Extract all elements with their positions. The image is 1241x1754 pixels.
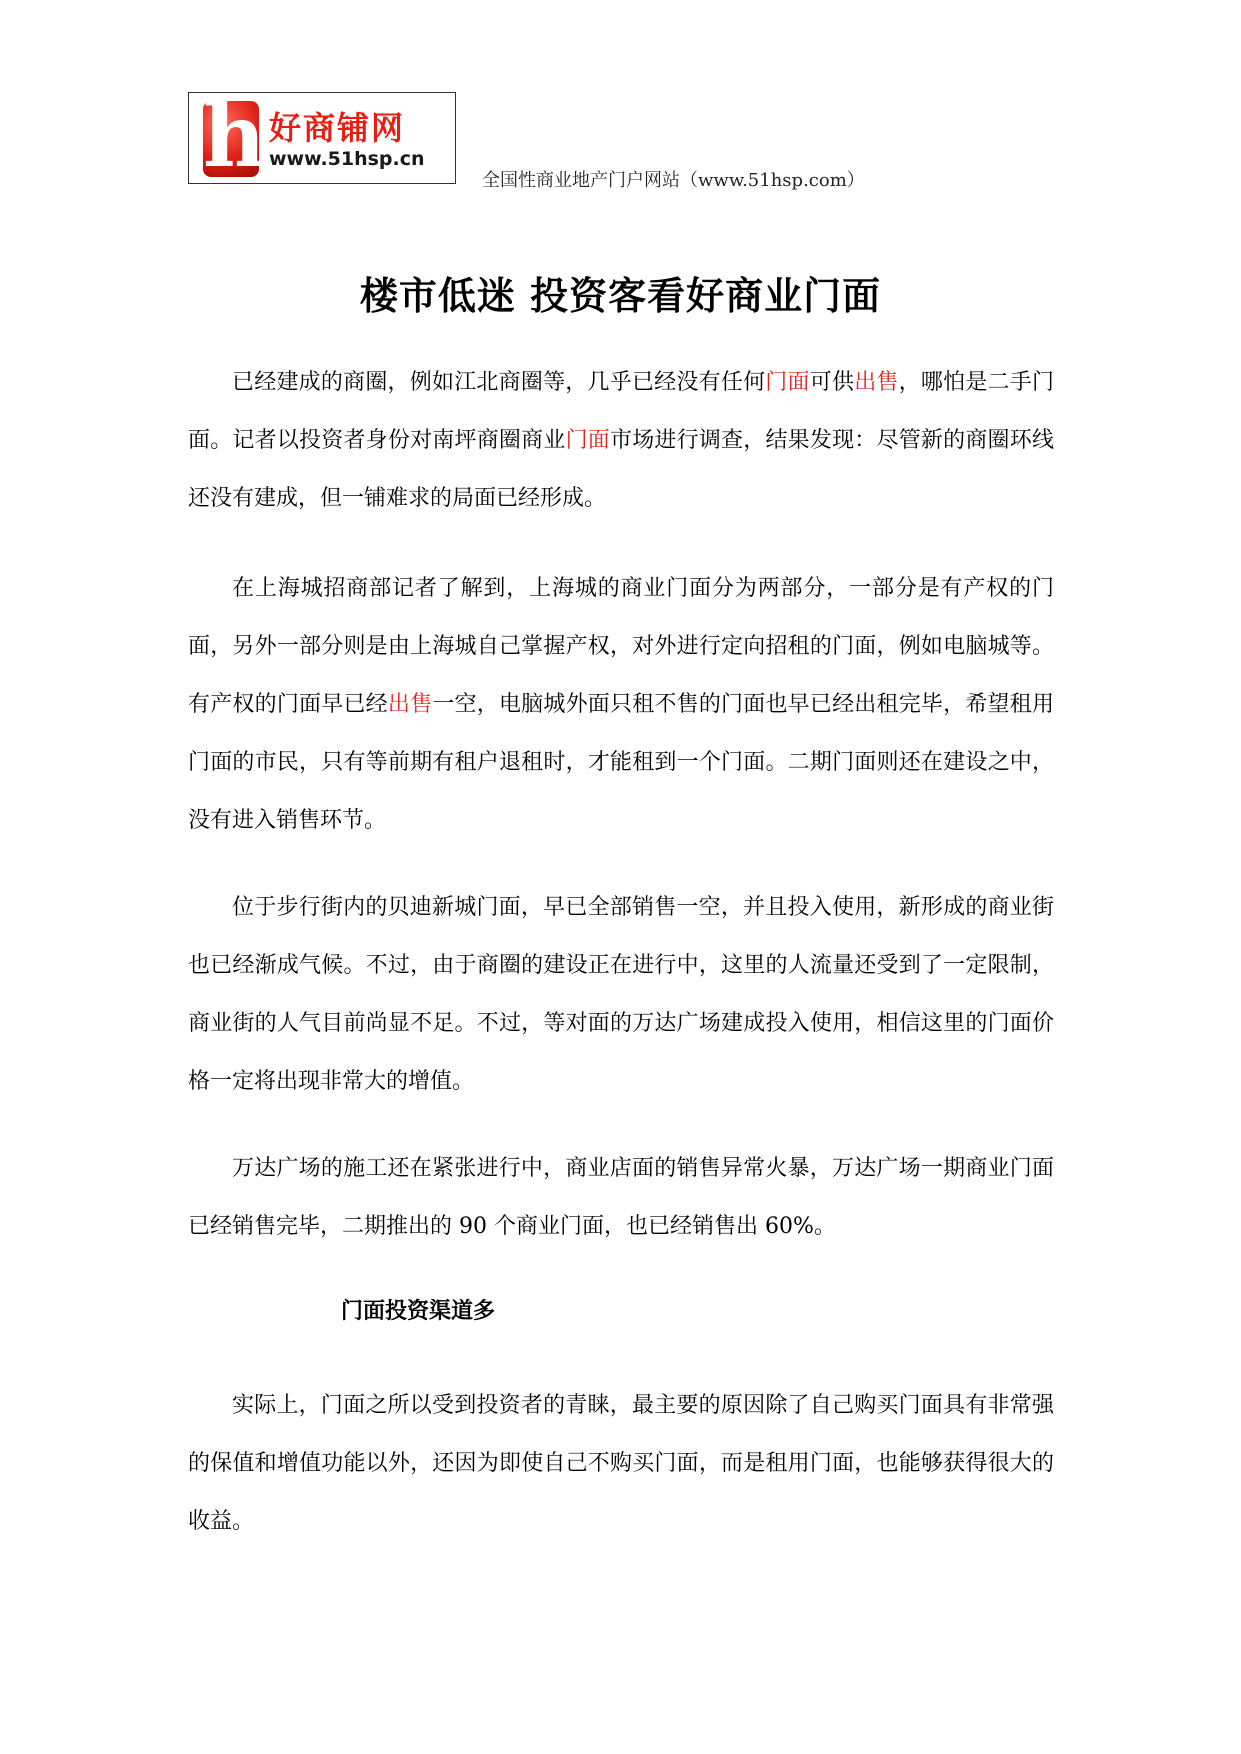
link-for-sale[interactable]: 出售 xyxy=(854,370,899,395)
logo-h-icon xyxy=(203,101,259,177)
article-title: 楼市低迷 投资客看好商业门面 xyxy=(359,274,882,318)
site-tagline: 全国性商业地产门户网站（www.51hsp.com） xyxy=(482,170,865,191)
paragraph-4: 万达广场的施工还在紧张进行中，商业店面的销售异常火暴，万达广场一期商业门面已经销售完毕，二期推出的 90 个商业门面，也已经销售出 60%。 xyxy=(188,1156,1054,1239)
paragraph-3: 位于步行街内的贝迪新城门面，早已全部销售一空，并且投入使用，新形成的商业街也已经渐成气候。不过，由于商圈的建设正在进行中，这里的人流量还受到了一定限制，商业街的人气目前尚显不足。不过，等对面的万达广场建成投入使用，相信这里的门面价格一定将出现非常大的增值。 xyxy=(188,895,1054,1094)
link-storefront[interactable]: 门面 xyxy=(765,370,810,395)
link-storefront[interactable]: 门面 xyxy=(565,428,610,453)
paragraph-text: 市场进行调查，结果发现：尽管新的商圈环线还没有建成，但一铺难求的局面已经形成。 xyxy=(188,428,1054,511)
paragraph-2 xyxy=(188,560,1054,850)
logo-url: www.51hsp.cn xyxy=(269,148,425,170)
paragraph-text: 可供 xyxy=(809,370,855,395)
paragraph-text: 已经建成的商圈，例如江北商圈等，几乎已经没有任何 xyxy=(232,370,766,395)
paragraph-text: ，哪怕是二手门面。记者以投资者身份对南坪商圈商业 xyxy=(188,370,1054,453)
site-logo[interactable] xyxy=(188,92,456,184)
paragraph-text: 在上海城招商部记者了解到，上海城的商业门面分为两部分，一部分是有产权的门面，另外一部分则是由上海城自己掌握产权，对外进行定向招租的门面，例如电脑城等。有产权的门面早已经 xyxy=(188,576,1054,717)
paragraph-text: 一空，电脑城外面只租不售的门面也早已经出租完毕，希望租用门面的市民，只有等前期有租户退租时，才能租到一个门面。二期门面则还在建设之中，没有进入销售环节。 xyxy=(188,692,1054,833)
logo-name: 好商铺网 xyxy=(269,109,406,147)
link-for-sale[interactable]: 出售 xyxy=(387,692,433,717)
paragraph-1 xyxy=(188,354,1054,528)
section-heading: 门面投资渠道多 xyxy=(341,1299,496,1324)
paragraph-5: 实际上，门面之所以受到投资者的青睐，最主要的原因除了自己购买门面具有非常强的保值和增值功能以外，还因为即使自己不购买门面，而是租用门面，也能够获得很大的收益。 xyxy=(188,1393,1054,1534)
